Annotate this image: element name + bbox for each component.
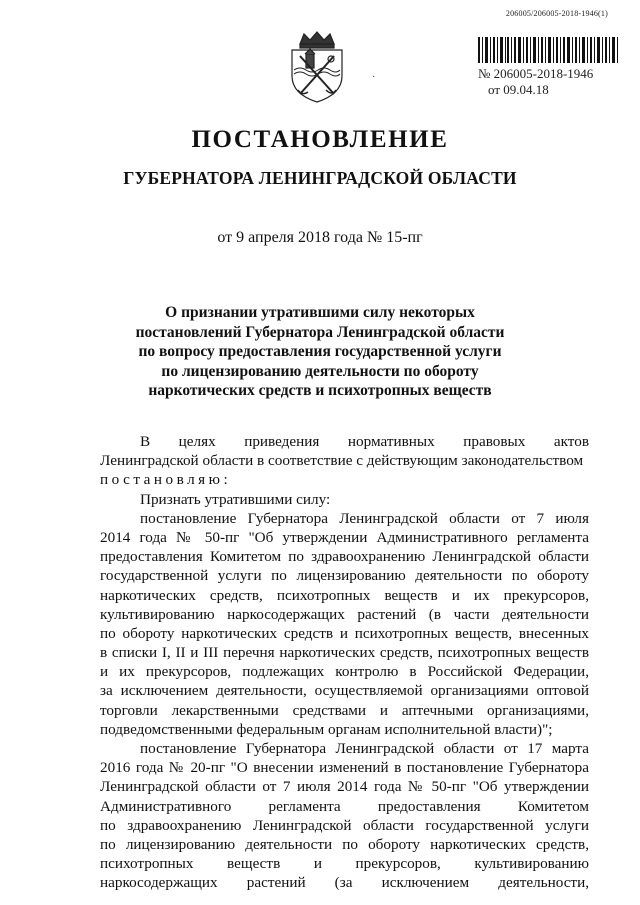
body-line: государственной услуги по лицензированию деятельности по обороту <box>100 567 589 585</box>
body-line: по обороту наркотических средств и психотропных веществ, внесенных <box>100 624 589 642</box>
heading-line: по лицензированию деятельности по обороту <box>161 362 479 380</box>
body-line: 2016 года № 20-пг "О внесении изменений в постановление Губернатора <box>100 759 589 777</box>
body-line: по здравоохранению Ленинградской области государственной услуги <box>100 816 589 834</box>
body-line: 2014 года № 50-пг "Об утверждении Административного регламента <box>100 528 589 546</box>
registration-date: от 09.04.18 <box>488 82 549 97</box>
barcode-icon <box>478 37 618 63</box>
body-line: Ленинградской области в соответствие с действующим законодательством <box>100 452 584 470</box>
document-date-number: от 9 апреля 2018 года № 15-пг <box>217 229 423 246</box>
body-line: наркотических средств, психотропных веществ и их прекурсоров, <box>100 586 589 604</box>
body-line: Признать утратившими силу: <box>140 490 331 508</box>
body-line: и их прекурсоров, подлежащих контролю в Российской Федерации, <box>100 663 589 681</box>
heading-line: постановлений Губернатора Ленинградской области <box>135 323 505 341</box>
heading-line: наркотических средств и психотропных веществ <box>148 382 492 399</box>
body-line: торговли лекарственными средствами и аптечными организациями, <box>100 701 589 719</box>
document-body <box>100 432 589 893</box>
scan-mark: · <box>372 72 376 83</box>
body-line: В целях приведения нормативных правовых актов <box>140 433 589 450</box>
registration-number: № 206005-2018-1946 <box>478 66 594 81</box>
coat-of-arms-icon <box>286 30 348 104</box>
body-line: предоставления Комитетом по здравоохранению Ленинградской области <box>100 548 589 566</box>
body-line: постановление Губернатора Ленинградской области от 17 марта <box>140 740 589 757</box>
document-reference-number: 206005/206005-2018-1946(1) <box>505 9 608 18</box>
heading-line: по вопросу предоставления государственной услуги <box>138 343 502 360</box>
document-subtitle: ГУБЕРНАТОРА ЛЕНИНГРАДСКОЙ ОБЛАСТИ <box>123 168 517 188</box>
heading-line: О признании утратившими силу некоторых <box>165 304 475 321</box>
body-line: по лицензированию деятельности по обороту наркотических средств, <box>100 835 589 853</box>
document-heading <box>100 303 540 401</box>
document-title: ПОСТАНОВЛЕНИЕ <box>191 126 449 153</box>
body-line: подведомственными федеральным органам исполнительной власти)"; <box>100 720 553 738</box>
body-line: постановляю: <box>100 471 232 489</box>
body-line: Административного регламента предоставления Комитетом <box>100 797 589 815</box>
body-line: культивированию наркосодержащих растений (в части деятельности <box>100 605 589 623</box>
body-line: в списки I, II и III перечня наркотических средств, психотропных веществ <box>100 644 589 662</box>
body-line: постановление Губернатора Ленинградской области от 7 июля <box>140 509 589 527</box>
body-line: за исключением деятельности, осуществляемой организациями оптовой <box>100 682 589 700</box>
body-line: Ленинградской области от 7 июля 2014 года № 50-пг "Об утверждении <box>100 778 589 796</box>
body-line: наркосодержащих растений (за исключением деятельности, <box>100 874 589 892</box>
body-line: психотропных веществ и прекурсоров, культивированию <box>100 855 589 873</box>
